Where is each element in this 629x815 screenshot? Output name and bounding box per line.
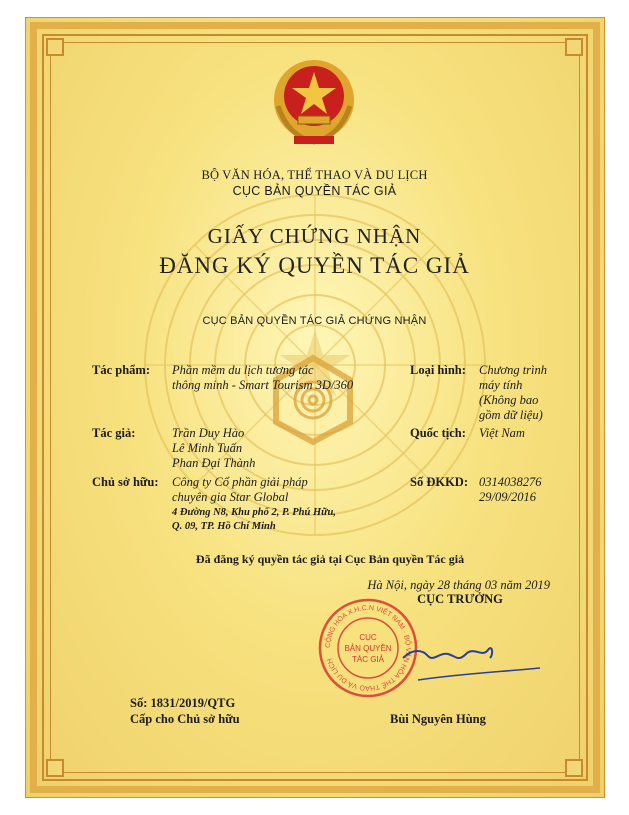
registered-statement: Đã đăng ký quyền tác giả tại Cục Bản quyền Tác giả — [195, 552, 465, 566]
national-emblem-icon — [268, 56, 360, 148]
stamp-ring-text: CỘNG HÒA X.H.C.N VIỆT NAM · BỘ VĂN HÓA THỂ THAO VÀ DU LỊCH — [324, 604, 412, 692]
stamp-text: TÁC GIẢ — [351, 655, 385, 664]
corner-ornament — [565, 759, 583, 777]
signer-name: Bùi Nguyên Hùng — [390, 712, 486, 726]
corner-ornament — [46, 759, 64, 777]
certificate-subtitle: ĐĂNG KÝ QUYỀN TÁC GIẢ — [159, 253, 470, 278]
author-label: Tác giả: — [92, 426, 136, 440]
nationality-label: Quốc tịch: — [410, 426, 466, 440]
owner-address-line2: Q. 09, TP. Hồ Chí Minh — [172, 521, 276, 532]
work-value-line1: Phần mềm du lịch tương tác — [172, 363, 314, 377]
department-name: CỤC BẢN QUYỀN TÁC GIẢ — [232, 184, 397, 198]
corner-ornament — [46, 38, 64, 56]
owner-label: Chủ sở hữu: — [92, 475, 159, 489]
author-name: Trần Duy Hào — [172, 426, 245, 440]
certificate-number: Số: 1831/2019/QTG — [130, 696, 236, 710]
issue-date: Hà Nội, ngày 28 tháng 03 năm 2019 — [367, 578, 550, 592]
type-label: Loại hình: — [410, 363, 466, 377]
certificate-title: GIẤY CHỨNG NHẬN — [207, 224, 422, 248]
type-value-line: gồm dữ liệu) — [479, 408, 543, 422]
registration-date: 29/09/2016 — [479, 490, 536, 504]
type-value-line: (Không bao — [479, 393, 539, 407]
type-value-line: máy tính — [479, 378, 523, 392]
ministry-name: BỘ VĂN HÓA, THỂ THAO VÀ DU LỊCH — [201, 168, 428, 182]
owner-address-line1: 4 Đường N8, Khu phố 2, P. Phú Hữu, — [172, 507, 336, 518]
corner-ornament — [565, 38, 583, 56]
certifies-line: CỤC BẢN QUYỀN TÁC GIẢ CHỨNG NHẬN — [202, 315, 427, 327]
type-value-line: Chương trình — [479, 363, 548, 377]
issued-to: Cấp cho Chủ sở hữu — [130, 712, 240, 726]
author-name: Phan Đại Thành — [172, 456, 256, 470]
signature — [398, 628, 548, 698]
work-label: Tác phẩm: — [92, 363, 150, 377]
stamp-text: CỤC — [359, 633, 377, 642]
registration-label: Số ĐKKD: — [410, 475, 468, 489]
registration-number: 0314038276 — [479, 475, 542, 489]
director-title: CỤC TRƯỞNG — [417, 592, 503, 606]
nationality-value: Việt Nam — [479, 426, 525, 440]
stamp-text: BẢN QUYỀN — [344, 644, 392, 653]
owner-value-line1: Công ty Cổ phần giải pháp — [172, 475, 308, 489]
author-name: Lê Minh Tuấn — [172, 441, 243, 455]
owner-value-line2: chuyên gia Star Global — [172, 490, 289, 504]
work-value-line2: thông minh - Smart Tourism 3D/360 — [172, 378, 354, 392]
